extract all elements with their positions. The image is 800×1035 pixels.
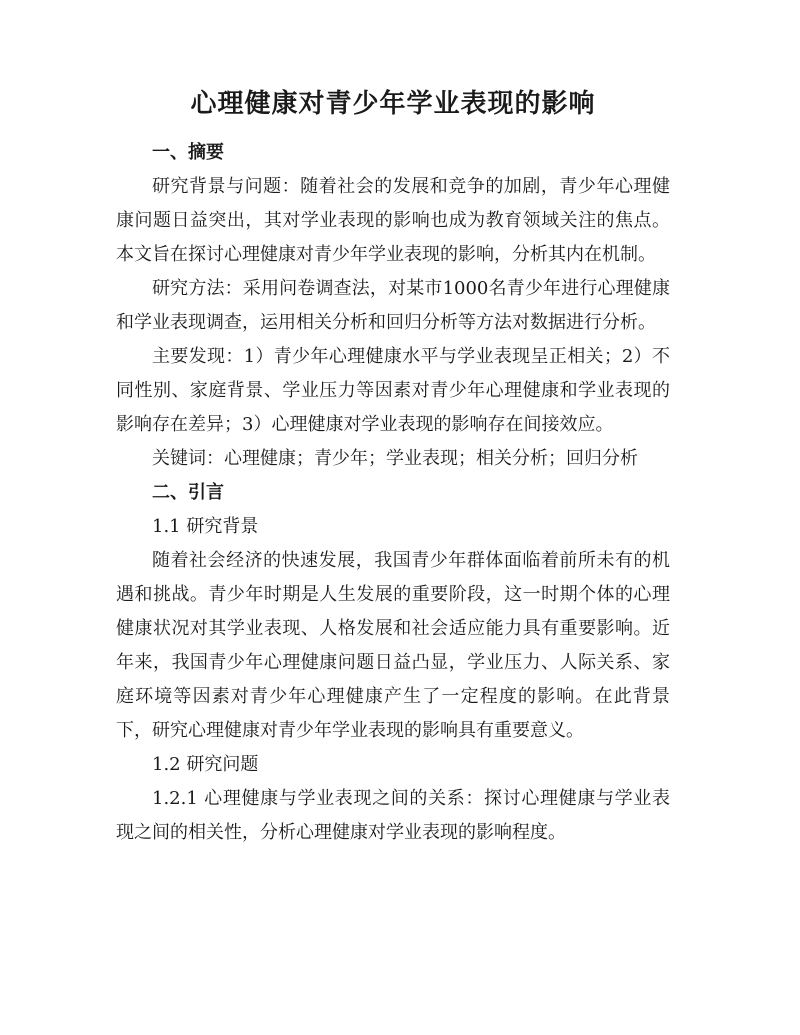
subsection-1-2-heading: 1.2 研究问题 xyxy=(152,754,259,775)
abstract-findings-paragraph: 主要发现：1）青少年心理健康水平与学业表现呈正相关；2）不同性别、家庭背景、学业压力等因素对青少年心理健康和学业表现的影响存在差异；3）心理健康对学业表现的影响存在间接效应。 xyxy=(116,346,670,435)
document-title: 心理健康对青少年学业表现的影响 xyxy=(190,89,596,119)
abstract-methods-paragraph: 研究方法：采用问卷调查法，对某市1000名青少年进行心理健康和学业表现调查，运用相关分析和回归分析等方法对数据进行分析。 xyxy=(116,278,670,333)
keywords-paragraph: 关键词：心理健康；青少年；学业表现；相关分析；回归分析 xyxy=(152,448,638,469)
abstract-background-paragraph: 研究背景与问题：随着社会的发展和竞争的加剧，青少年心理健康问题日益突出，其对学业表现的影响也成为教育领域关注的焦点。本文旨在探讨心理健康对青少年学业表现的影响，分析其内在机制。 xyxy=(116,176,670,265)
background-paragraph: 随着社会经济的快速发展，我国青少年群体面临着前所未有的机遇和挑战。青少年时期是人生发展的重要阶段，这一时期个体的心理健康状况对其学业表现、人格发展和社会适应能力具有重要影响。近年来，我国青少年心理健康问题日益凸显，学业压力、人际关系、家庭环境等因素对青少年心理健康产生了一定程度的影响。在此背景下，研究心理健康对青少年学业表现的影响具有重要意义。 xyxy=(116,550,670,741)
abstract-heading: 一、摘要 xyxy=(152,142,224,163)
question-1-paragraph: 1.2.1 心理健康与学业表现之间的关系：探讨心理健康与学业表现之间的相关性，分析心理健康对学业表现的影响程度。 xyxy=(116,788,670,843)
intro-heading: 二、引言 xyxy=(152,482,224,503)
subsection-1-1-heading: 1.1 研究背景 xyxy=(152,516,259,537)
